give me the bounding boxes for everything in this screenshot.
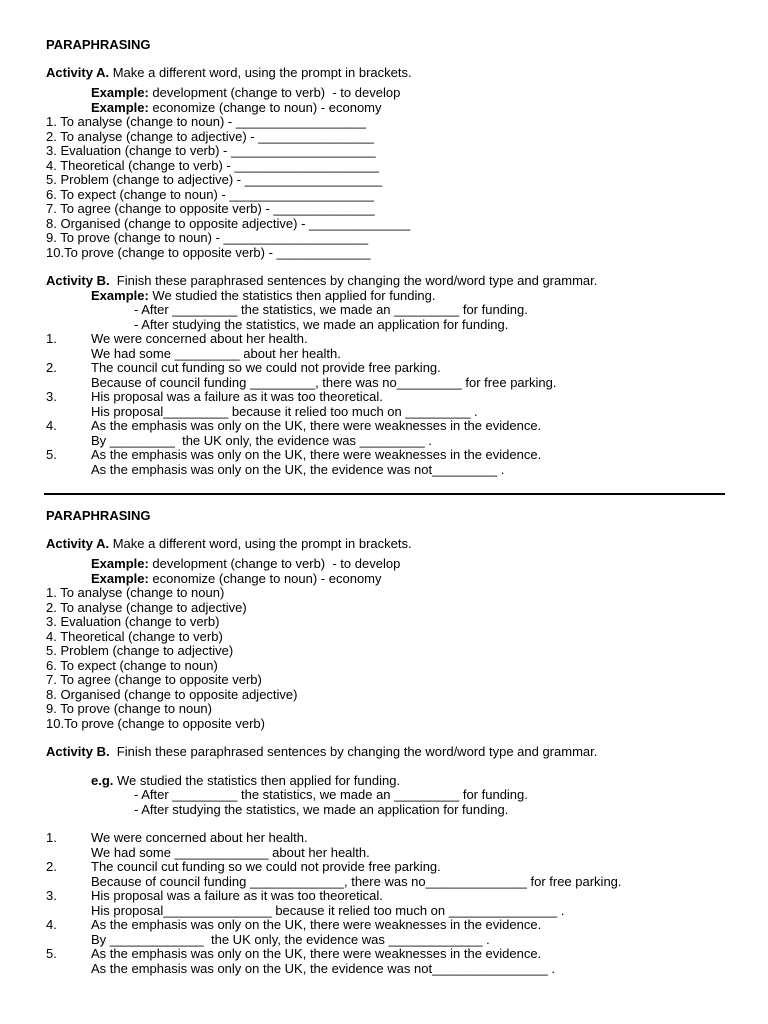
- activity-b-item: [46, 361, 746, 376]
- activity-a-item: 7. To agree (change to opposite verb): [46, 672, 262, 687]
- example-sub-line: - After _________ the statistics, we made an _________ for funding.: [134, 787, 528, 802]
- example-label: Example:: [91, 287, 149, 303]
- example-label: Example:: [91, 99, 149, 115]
- example-label: Example:: [91, 85, 149, 100]
- activity-a-item: 5. Problem (change to adjective): [46, 643, 234, 658]
- example-text: development (change to verb) - to develop: [148, 556, 401, 571]
- activity-a-item: 2. To analyse (change to adjective): [46, 599, 247, 615]
- activity-a-item: 2. To analyse (change to adjective) - ________________: [46, 128, 374, 144]
- activity-b-instruction: Finish these paraphrased sentences by changing the word/word type and grammar.: [109, 273, 598, 288]
- activity-a-item: 8. Organised (change to opposite adjective): [46, 686, 298, 702]
- example-line: [46, 572, 746, 587]
- item-original: As the emphasis was only on the UK, there were weaknesses in the evidence.: [91, 447, 542, 462]
- activity-b-header: [46, 745, 746, 760]
- item-original: As the emphasis was only on the UK, there were weaknesses in the evidence.: [91, 917, 542, 932]
- example-line: [46, 289, 746, 304]
- activity-b-label: Activity B.: [46, 273, 110, 288]
- activity-a-item: 3. Evaluation (change to verb): [46, 614, 220, 629]
- example-sub-line: - After studying the statistics, we made an application for funding.: [134, 316, 509, 332]
- activity-b-item: [46, 918, 746, 933]
- item-number: 2.: [46, 360, 57, 375]
- example-text: We studied the statistics then applied for funding.: [113, 772, 401, 788]
- activity-a-header: [46, 66, 746, 81]
- activity-b-instruction: Finish these paraphrased sentences by changing the word/word type and grammar.: [109, 744, 598, 759]
- activity-a-item: 5. Problem (change to adjective) - ___________________: [46, 172, 383, 187]
- activity-b-item: [46, 889, 746, 904]
- activity-b-item: [46, 947, 746, 962]
- example-sub-line: - After studying the statistics, we made an application for funding.: [134, 801, 509, 817]
- example-text: economize (change to noun) - economy: [148, 99, 382, 115]
- activity-b-header: [46, 274, 746, 289]
- activity-a-instruction: Make a different word, using the prompt in brackets.: [109, 535, 412, 551]
- item-original: The council cut funding so we could not provide free parking.: [91, 360, 441, 375]
- activity-b-item: [46, 419, 746, 434]
- item-paraphrase: His proposal_______________ because it relied too much on _______________ .: [91, 902, 565, 918]
- activity-a-header: [46, 537, 746, 552]
- item-number: 4.: [46, 917, 57, 932]
- item-number: 1.: [46, 830, 57, 845]
- item-paraphrase: As the emphasis was only on the UK, the evidence was not________________ .: [91, 960, 555, 976]
- activity-b-item: [46, 860, 746, 875]
- section-divider: [44, 493, 725, 495]
- section-title: PARAPHRASING: [46, 508, 151, 523]
- activity-a-item: 10.To prove (change to opposite verb): [46, 715, 265, 731]
- worksheet-section-2: [46, 509, 746, 976]
- example-text: development (change to verb) - to develop: [148, 85, 401, 100]
- example-label: e.g.: [91, 772, 114, 788]
- activity-b-item: [46, 390, 746, 405]
- activity-a-instruction: Make a different word, using the prompt in brackets.: [109, 64, 412, 80]
- activity-a-item: 10.To prove (change to opposite verb) - _____________: [46, 244, 371, 260]
- activity-a-item: 6. To expect (change to noun) - ____________________: [46, 186, 374, 202]
- activity-a-item: 7. To agree (change to opposite verb) - ______________: [46, 201, 375, 216]
- section-title: PARAPHRASING: [46, 37, 151, 52]
- item-number: 5.: [46, 447, 57, 462]
- item-original: As the emphasis was only on the UK, there were weaknesses in the evidence.: [91, 418, 542, 433]
- item-paraphrase: We had some _________ about her health.: [91, 345, 341, 361]
- item-original: We were concerned about her health.: [91, 830, 308, 845]
- example-text: We studied the statistics then applied for funding.: [148, 287, 436, 303]
- example-label: Example:: [91, 570, 149, 586]
- activity-a-item: 1. To analyse (change to noun): [46, 585, 225, 600]
- item-paraphrase: We had some _____________ about her health.: [91, 844, 370, 860]
- activity-a-item: 4. Theoretical (change to verb) - ____________________: [46, 157, 379, 173]
- example-text: economize (change to noun) - economy: [148, 570, 382, 586]
- item-paraphrase: By _____________ the UK only, the evidence was _____________ .: [91, 931, 490, 947]
- item-paraphrase: As the emphasis was only on the UK, the evidence was not_________ .: [91, 461, 505, 477]
- item-original: His proposal was a failure as it was too theoretical.: [91, 389, 383, 404]
- item-original: His proposal was a failure as it was too theoretical.: [91, 888, 383, 903]
- item-number: 3.: [46, 888, 57, 903]
- worksheet-section-1: [46, 38, 746, 477]
- activity-b-item: [46, 831, 746, 846]
- item-number: 3.: [46, 389, 57, 404]
- item-number: 4.: [46, 418, 57, 433]
- activity-b-label: Activity B.: [46, 744, 110, 759]
- item-paraphrase: By _________ the UK only, the evidence was _________ .: [91, 432, 432, 448]
- example-label: Example:: [91, 556, 149, 571]
- activity-a-item: 4. Theoretical (change to verb): [46, 628, 223, 644]
- item-original: The council cut funding so we could not provide free parking.: [91, 859, 441, 874]
- activity-a-item: 1. To analyse (change to noun) - __________________: [46, 114, 366, 129]
- item-number: 5.: [46, 946, 57, 961]
- activity-a-label: Activity A.: [46, 64, 110, 80]
- example-sub-line: - After _________ the statistics, we made an _________ for funding.: [134, 302, 528, 317]
- example-line: [46, 557, 746, 572]
- activity-b-item: [46, 332, 746, 347]
- item-paraphrase: His proposal_________ because it relied too much on _________ .: [91, 403, 478, 419]
- item-number: 2.: [46, 859, 57, 874]
- example-line: [46, 774, 746, 789]
- item-paraphrase: Because of council funding _________, there was no_________ for free parking.: [91, 374, 557, 390]
- activity-a-item: 6. To expect (change to noun): [46, 657, 218, 673]
- activity-a-item: 3. Evaluation (change to verb) - ____________________: [46, 143, 376, 158]
- item-original: As the emphasis was only on the UK, there were weaknesses in the evidence.: [91, 946, 542, 961]
- example-line: [46, 86, 746, 101]
- item-number: 1.: [46, 331, 57, 346]
- activity-b-item: [46, 448, 746, 463]
- example-line: [46, 101, 746, 116]
- activity-a-item: 8. Organised (change to opposite adjective) - ______________: [46, 215, 411, 231]
- item-paraphrase: Because of council funding _____________, there was no______________ for free parking.: [91, 873, 622, 889]
- item-original: We were concerned about her health.: [91, 331, 308, 346]
- activity-a-item: 9. To prove (change to noun) - ____________________: [46, 230, 369, 245]
- activity-a-item: 9. To prove (change to noun): [46, 701, 212, 716]
- activity-a-label: Activity A.: [46, 535, 110, 551]
